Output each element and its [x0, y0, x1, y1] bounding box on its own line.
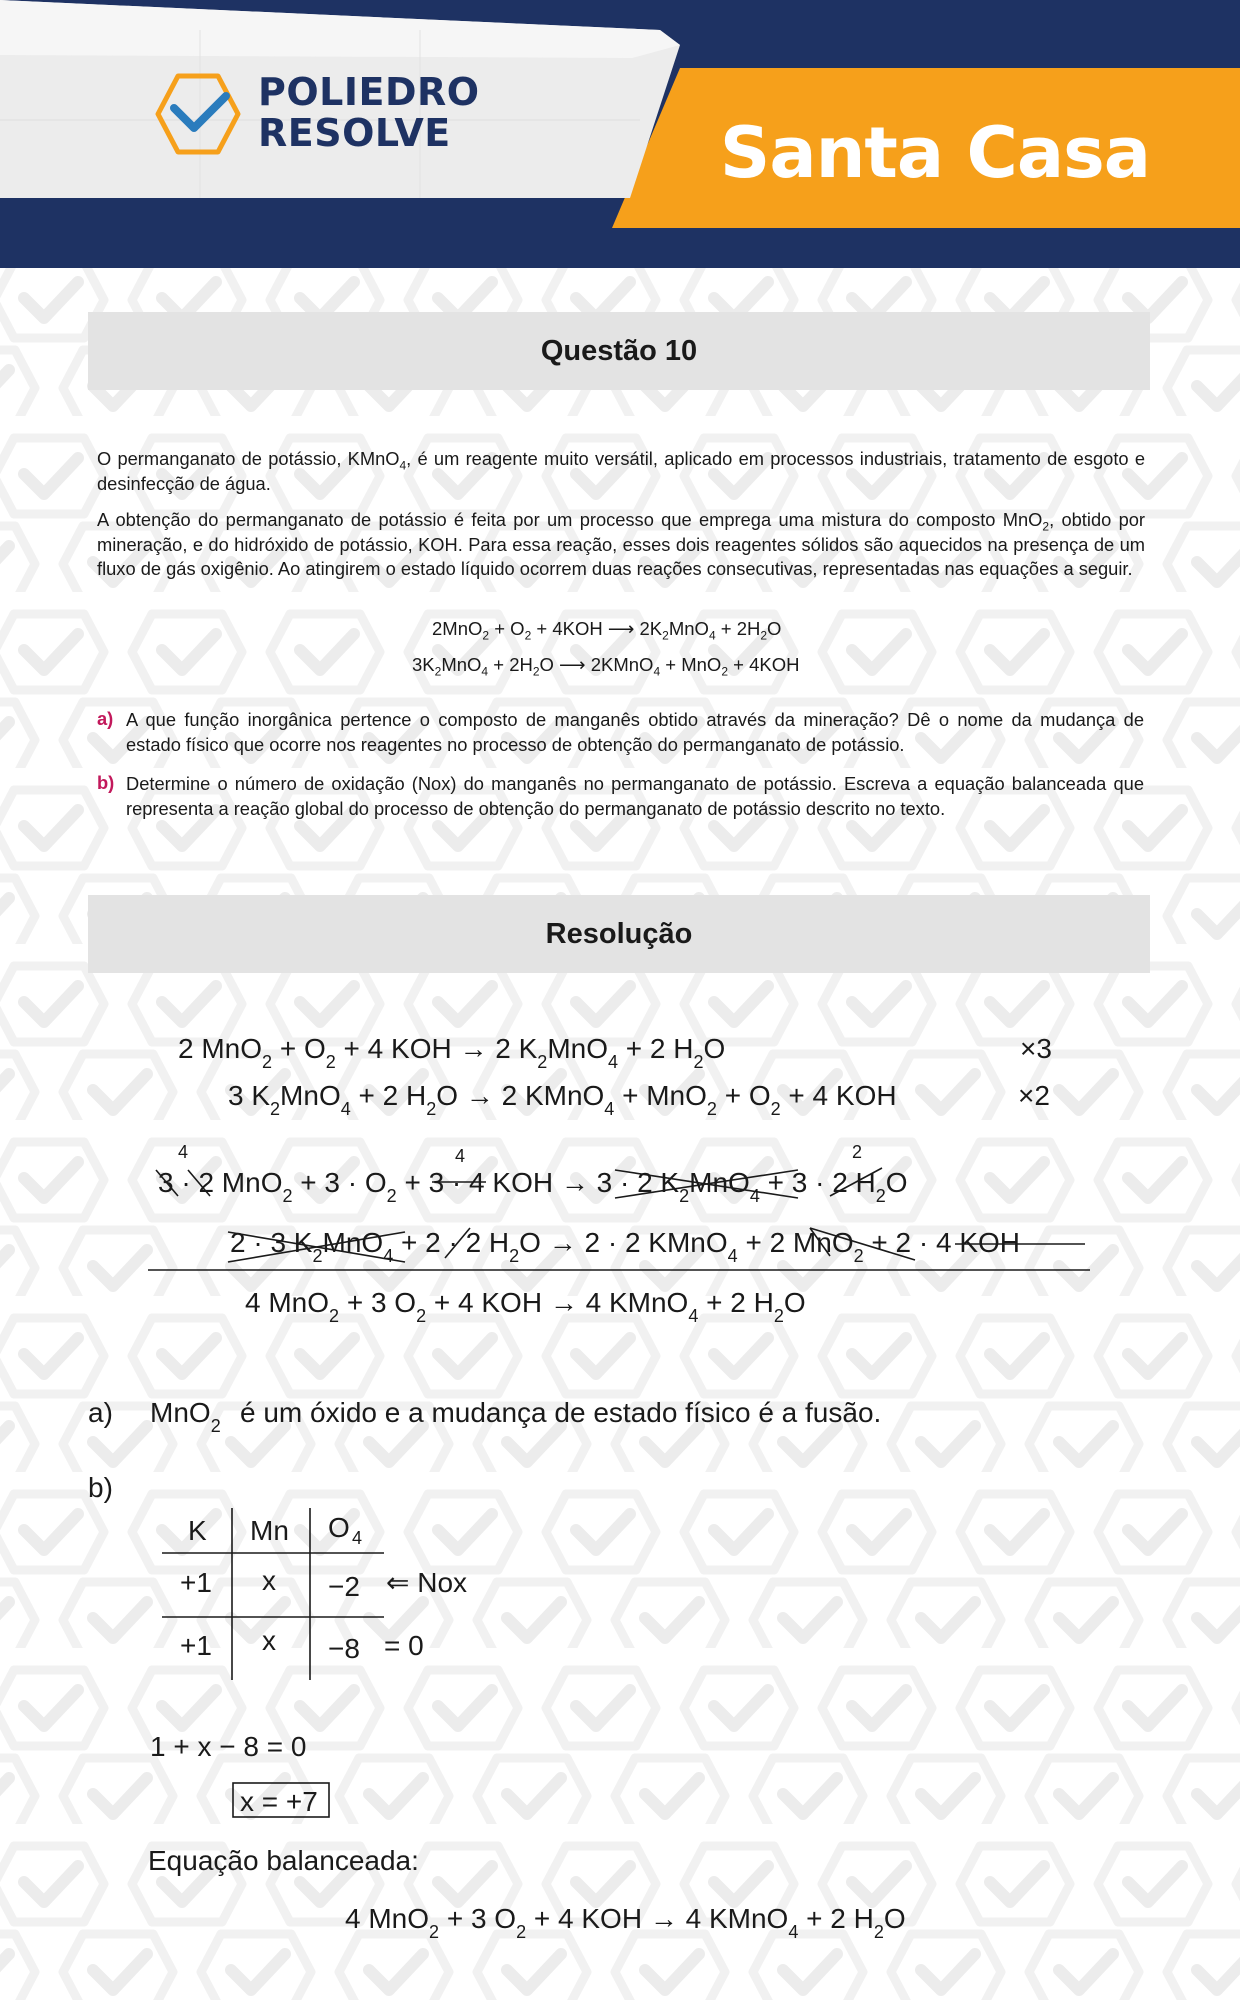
table-r2-k: +1: [180, 1630, 212, 1661]
table-header-k: K: [188, 1515, 207, 1546]
brand-line-2: RESOLVE: [258, 111, 451, 155]
table-header-o-sub: 4: [352, 1528, 363, 1548]
global-equation: 4 MnO$_2$ + 3 $O_2 + 4$ KOH → 4 KMnO$_4$ + 2 $H_2O$: [245, 1287, 806, 1326]
resolution-eq-2: 3 $K_2MnO_4 + 2$ $H_2O \to 2$ KMnO$_4$ + $MnO_2 + O_2 + 4$ KOH: [228, 1080, 897, 1119]
table-r1-k: +1: [180, 1567, 212, 1598]
answer-b-label: b): [88, 1472, 113, 1503]
item-b-text: Determine o número de oxidação (Nox) do manganês no permanganato de potássio. Escreva a equação balanceada que representa a reação global do processo de obtenção do permanganato de potássio descrito no texto.: [126, 773, 1144, 819]
table-r1-mn: x: [262, 1565, 276, 1596]
answer-a-formula: MnO$_2$: [150, 1397, 221, 1436]
note-2: 2: [852, 1142, 863, 1162]
answer-a-label: a): [88, 1397, 113, 1428]
item-b-label: b): [97, 772, 115, 793]
answer-a-text: é um óxido e a mudança de estado físico é a fusão.: [240, 1397, 882, 1428]
question-paragraph-2: A obtenção do permanganato de potássio é feita por um processo que emprega uma mistura do composto MnO$_2$, obtido por mineração, e do hidróxido de potássio, KOH. Para essa reação, esses dois reagentes sólidos são aquecidos na presença de um fluxo de gás oxigênio. Ao atingirem o estado líquido ocorrem duas reações consecutivas, representadas nas equações a seguir.: [97, 509, 1146, 579]
brand-logo-text: [258, 72, 480, 154]
reaction-equation-1: $2MnO_2 + O_2 + 4KOH$ ⟶ $2K_2MnO_4 + 2H_2O$: [432, 618, 782, 643]
multiplier-2: ×2: [1018, 1080, 1050, 1111]
resolution-eq-1: 2 $MnO_2 + O_2 + 4$ KOH → 2 $K_2MnO_4 + 2$ $H_2O$: [178, 1033, 726, 1072]
table-header-o: O: [328, 1512, 350, 1543]
exam-name: Santa Casa: [719, 112, 1150, 194]
table-r2-note: = 0: [384, 1630, 424, 1661]
question-title: Questão 10: [540, 334, 698, 367]
nox-table: [162, 1508, 467, 1680]
table-r1-note: ⇐ Nox: [386, 1567, 468, 1598]
note-4-a: 4: [178, 1142, 189, 1162]
item-a-label: a): [97, 708, 114, 729]
brand-line-1: POLIEDRO: [258, 70, 480, 114]
item-a-text: A que função inorgânica pertence o composto de manganês obtido através da mineração? Dê o nome da mudança de estado físico que ocorre nos reagentes no processo de obtenção do permanganato de potássio.: [126, 709, 1144, 755]
table-r2-o: −8: [328, 1633, 360, 1664]
resolution-eq-4: 2 · 3 $K_2MnO_4 + 2 \cdot 2$ $H_2O \to 2 \cdot 2$ KMnO$_4$ + 2 MnO$_2$ + 2 · 4 KOH: [230, 1227, 1021, 1266]
resolution-title: Resolução: [545, 917, 693, 950]
table-r1-o: −2: [328, 1571, 360, 1602]
multiplier-3: ×3: [1020, 1033, 1052, 1064]
balanced-label: Equação balanceada:: [148, 1845, 419, 1876]
nox-equation: 1 + x − 8 = 0: [150, 1731, 307, 1762]
table-r2-mn: x: [262, 1625, 276, 1656]
reaction-equation-2: $3K_2MnO_4 + 2H_2O$ ⟶ 2KMnO$_4$ + MnO$_2$ + 4KOH: [412, 654, 800, 679]
nox-result: x = +7: [240, 1786, 318, 1817]
question-paragraph-1: O permanganato de potássio, KMnO$_4$, é um reagente muito versátil, aplicado em processos industriais, tratamento de esgoto e desinfecção de água.: [97, 448, 1145, 494]
table-header-mn: Mn: [250, 1515, 289, 1546]
note-4-b: 4: [455, 1146, 466, 1166]
resolution-eq-3: 3 · 2 $MnO_2 + 3 \cdot O_2 + 3 \cdot 4$ KOH → 3 · 2 $K_2MnO_4 + 3 \cdot 2$ $H_2O$: [158, 1167, 908, 1206]
balanced-equation: 4 MnO$_2$ + 3 $O_2 + 4$ KOH → 4 KMnO$_4$ + 2 $H_2O$: [345, 1903, 906, 1942]
